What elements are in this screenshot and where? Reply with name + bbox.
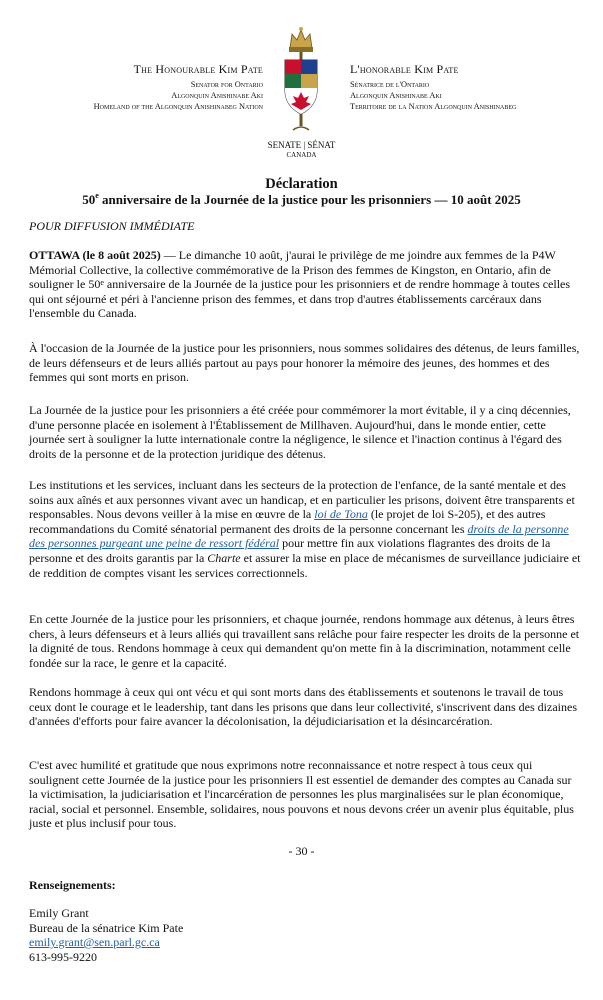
letterhead-name-en: The Honourable Kim Pate	[133, 62, 263, 76]
charte-term: Charte	[207, 550, 241, 565]
letterhead-title-en: Senator for Ontario	[190, 80, 263, 89]
letterhead-english	[0, 62, 263, 112]
contact-name: Emily Grant	[29, 906, 89, 920]
paragraph-1-text-a: — Le dimanche 10 août, j'aurai le privilège de me joindre aux femmes de la P4W Mémorial Collective, la collective commémorative de la Prison des femmes de Kingston, en Ontario, afin de souligner le 50	[29, 248, 556, 292]
paragraph-1-text-b: anniversaire de la Journée de la justice pour les prisonniers et de rendre hommage à toutes celles qui ont séjourné et péri à l'ancienne prison des femmes, et dans trop d'autres établissements carcéraux dans l'ensemble du Canada.	[29, 277, 571, 321]
letterhead-territory-fr: Algonquin Anishinabe Aki	[350, 91, 442, 100]
paragraph-4-text-c: pour mettre fin aux violations flagrantes des droits de la personne et des droits garantis par la	[29, 536, 551, 565]
contact-email-link[interactable]: emily.grant@sen.parl.gc.ca	[29, 935, 160, 949]
contact-phone: 613-995-9220	[29, 949, 97, 964]
letterhead-title-fr: Sénatrice de l'Ontario	[350, 80, 430, 89]
contact-block	[29, 906, 183, 964]
contact-heading: Renseignements:	[29, 878, 116, 892]
paragraph-4-text-a: Les institutions et les services, incluant dans les secteurs de la protection de l'enfance, de la santé mentale et des soins aux aînés et aux personnes vivant avec un handicap, et en particulier les prisons, doivent être transparents et responsables. Nous devons veiller à la mise en œuvre de la	[29, 478, 575, 522]
senate-label	[0, 140, 603, 160]
senate-crest-icon	[271, 20, 331, 140]
paragraph-4-text-b: (le projet de loi S-205), et des autres recommandations du Comité sénatorial permanent des droits de la personne concernant les	[29, 507, 546, 536]
subtitle-ordinal: e	[95, 191, 99, 200]
letterhead-territory-en: Algonquin Anishinabe Aki	[171, 91, 263, 100]
paragraph-5: En cette Journée de la justice pour les prisonniers, et chaque journée, rendons hommage aux détenus, à leurs êtres chers, à leurs défenseurs et à leurs alliés qui travaillent sans relâche pour faire respecter les droits de la personne et la dignité de tous. Rendons hommage à ceux qui demandent qu'on mette fin à la discrimination, notamment celle fondée sur la race, le genre et la capacité.	[29, 612, 580, 670]
paragraph-1-ordinal: e	[100, 278, 104, 288]
paragraph-7: C'est avec humilité et gratitude que nous exprimons notre reconnaissance et notre respect à tous ceux qui soulignent cette Journée de la justice pour les prisonniers Il est essentiel de demander des comptes au Canada sur la victimisation, la judiciarisation et l'incarcération de personnes les plus marginalisées sur le plan économique, racial, social et personnel. Ensemble, solidaires, nous pouvons et nous devons créer un avenir plus équitable, plus juste et plus inclusif pour tous.	[29, 758, 574, 831]
senate-country: CANADA	[286, 151, 317, 159]
link-droits-de-la-personne[interactable]: droits de la personne des personnes purgeant une peine de ressort fédéral	[29, 521, 569, 551]
letterhead-homeland-en: Homeland of the Algonquin Anishinabeg Nation	[93, 102, 263, 111]
subtitle-number: 50	[82, 192, 96, 207]
link-loi-de-tona[interactable]: loi de Tona	[314, 507, 368, 522]
dateline: OTTAWA (le 8 août 2025)	[29, 248, 161, 262]
release-notice: POUR DIFFUSION IMMÉDIATE	[29, 219, 195, 233]
letterhead-name-fr: L'honorable Kim Pate	[350, 62, 459, 76]
letterhead-french	[350, 62, 590, 112]
contact-office: Bureau de la sénatrice Kim Pate	[29, 920, 184, 935]
paragraph-4	[29, 478, 581, 580]
senate-wordmark: SENATE | SÉNAT	[267, 140, 336, 150]
paragraph-1	[29, 248, 581, 321]
end-marker: - 30 -	[288, 844, 315, 858]
subtitle-text: anniversaire de la Journée de la justice pour les prisonniers — 10 août 2025	[98, 192, 521, 207]
paragraph-6: Rendons hommage à ceux qui ont vécu et qui sont morts dans des établissements et soutenons le travail de tous ceux dont le courage et le leadership, tant dans les prisons que dans leur collectivité, s'inscrivent dans des dizaines d'années d'efforts pour faire avancer la décolonisation, la déjudiciarisation et la désincarcération.	[29, 685, 577, 729]
letterhead-homeland-fr: Territoire de la Nation Algonquin Anishinabeg	[350, 102, 517, 111]
document-title: Déclaration	[265, 176, 338, 192]
document-subtitle	[0, 192, 603, 208]
paragraph-2: À l'occasion de la Journée de la justice pour les prisonniers, nous sommes solidaires des détenus, de leurs familles, de leurs défenseurs et de leurs alliés partout au pays pour honorer la mémoire des jeunes, des hommes et des femmes qui sont morts en prison.	[29, 341, 580, 385]
paragraph-4-text-d: et assurer la mise en place de mécanismes de surveillance judiciaire et de reddition de comptes visant les services correctionnels.	[29, 550, 581, 580]
paragraph-3: La Journée de la justice pour les prisonniers a été créée pour commémorer la mort évitable, il y a cinq décennies, d'une personne placée en isolement à l'Établissement de Millhaven. Aujourd'hui, dans le monde entier, cette journée sert à souligner la lutte internationale contre la négligence, le silence et l'inaction continus à l'égard des droits de la personne et de la protection juridique des détenus.	[29, 403, 571, 461]
